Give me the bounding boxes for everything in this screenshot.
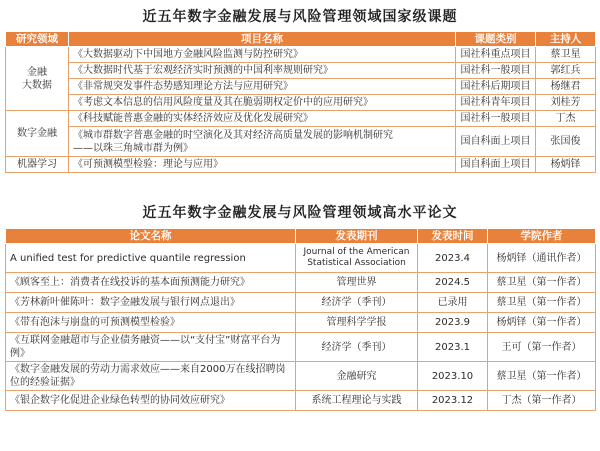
project-name-cell: 《大数据驱动下中国地方金融风险监测与防控研究》: [69, 47, 456, 63]
column-header: 学院作者: [488, 229, 596, 244]
table-row: [6, 333, 596, 362]
paper-author-cell: 杨炳铎（第一作者）: [488, 313, 596, 333]
column-header: 论文名称: [6, 229, 296, 244]
paper-name-cell: 《带有泡沫与崩盘的可预测模型检验》: [6, 313, 296, 333]
paper-journal-cell: 经济学（季刊）: [296, 333, 418, 362]
paper-date-cell: 2023.10: [418, 362, 488, 391]
project-type-cell: 国自科面上项目: [456, 127, 536, 157]
column-header: 发表期刊: [296, 229, 418, 244]
project-name-cell: 《可预测模型检验：理论与应用》: [69, 157, 456, 173]
project-name-cell: 《大数据时代基于宏观经济实时预测的中国利率规则研究》: [69, 63, 456, 79]
project-type-cell: 国社科青年项目: [456, 95, 536, 111]
table-row: [6, 362, 596, 391]
paper-date-cell: 2023.9: [418, 313, 488, 333]
project-type-cell: 国社科重点项目: [456, 47, 536, 63]
paper-journal-cell: 管理世界: [296, 273, 418, 293]
paper-journal-cell: 金融研究: [296, 362, 418, 391]
project-host-cell: 刘桂芳: [536, 95, 596, 111]
projects-table: [5, 31, 596, 173]
research-field-cell: 金融 大数据: [6, 47, 69, 111]
project-host-cell: 杨炳铎: [536, 157, 596, 173]
table-row: [6, 273, 596, 293]
project-name-cell: 《考虑文本信息的信用风险度量及其在脆弱期权定价中的应用研究》: [69, 95, 456, 111]
paper-date-cell: 2024.5: [418, 273, 488, 293]
column-header: 课题类别: [456, 32, 536, 47]
paper-name-cell: 《银企数字化促进企业绿色转型的协同效应研究》: [6, 391, 296, 411]
project-type-cell: 国自科面上项目: [456, 157, 536, 173]
paper-name-cell: 《芳林新叶催陈叶：数字金融发展与银行网点退出》: [6, 293, 296, 313]
table-row: [6, 63, 596, 79]
table2-title: 近五年数字金融发展与风险管理领域高水平论文: [142, 205, 458, 221]
table-row: [6, 293, 596, 313]
table-header-row: [6, 229, 596, 244]
column-header: 项目名称: [69, 32, 456, 47]
project-name-cell: 《非常规突发事件态势感知理论方法与应用研究》: [69, 79, 456, 95]
paper-date-cell: 已录用: [418, 293, 488, 313]
paper-journal-cell: 管理科学学报: [296, 313, 418, 333]
table-row: [6, 95, 596, 111]
table-row: [6, 391, 596, 411]
column-header: 主持人: [536, 32, 596, 47]
project-host-cell: 蔡卫星: [536, 47, 596, 63]
table-header-row: [6, 32, 596, 47]
paper-name-cell: 《顾客至上：消费者在线投诉的基本面预测能力研究》: [6, 273, 296, 293]
project-host-cell: 郭红兵: [536, 63, 596, 79]
research-field-cell: 数字金融: [6, 111, 69, 157]
project-type-cell: 国社科后期项目: [456, 79, 536, 95]
project-host-cell: 张国俊: [536, 127, 596, 157]
paper-author-cell: 王可（第一作者）: [488, 333, 596, 362]
paper-journal-cell: 系统工程理论与实践: [296, 391, 418, 411]
table-row: [6, 127, 596, 157]
table-row: [6, 47, 596, 63]
project-host-cell: 丁杰: [536, 111, 596, 127]
paper-author-cell: 蔡卫星（第一作者）: [488, 273, 596, 293]
project-name-cell: 《科技赋能普惠金融的实体经济效应及优化发展研究》: [69, 111, 456, 127]
table-row: [6, 79, 596, 95]
paper-date-cell: 2023.12: [418, 391, 488, 411]
column-header: 研究领域: [6, 32, 69, 47]
column-header: 发表时间: [418, 229, 488, 244]
paper-author-cell: 蔡卫星（第一作者）: [488, 293, 596, 313]
table-row: [6, 313, 596, 333]
paper-date-cell: 2023.1: [418, 333, 488, 362]
paper-author-cell: 杨炳铎（通讯作者）: [488, 244, 596, 273]
table-row: [6, 244, 596, 273]
paper-name-cell: A unified test for predictive quantile regression: [6, 244, 296, 273]
paper-name-cell: 《互联网金融超市与企业债务融资——以“支付宝”财富平台为例》: [6, 333, 296, 362]
paper-journal-cell: Journal of the American Statistical Association: [296, 244, 418, 273]
project-type-cell: 国社科一般项目: [456, 111, 536, 127]
paper-author-cell: 丁杰（第一作者）: [488, 391, 596, 411]
research-field-cell: 机器学习: [6, 157, 69, 173]
paper-journal-cell: 经济学（季刊）: [296, 293, 418, 313]
table1-title: 近五年数字金融发展与风险管理领域国家级课题: [142, 9, 458, 25]
table-row: [6, 111, 596, 127]
project-host-cell: 杨继君: [536, 79, 596, 95]
papers-table: [5, 228, 596, 411]
project-type-cell: 国社科一般项目: [456, 63, 536, 79]
paper-author-cell: 蔡卫星（第一作者）: [488, 362, 596, 391]
table-row: [6, 157, 596, 173]
project-name-cell: 《城市群数字普惠金融的时空演化及其对经济高质量发展的影响机制研究 ——以珠三角城市群为例》: [69, 127, 456, 157]
paper-date-cell: 2023.4: [418, 244, 488, 273]
paper-name-cell: 《数字金融发展的劳动力需求效应——来自2000万在线招聘岗位的经验证据》: [6, 362, 296, 391]
